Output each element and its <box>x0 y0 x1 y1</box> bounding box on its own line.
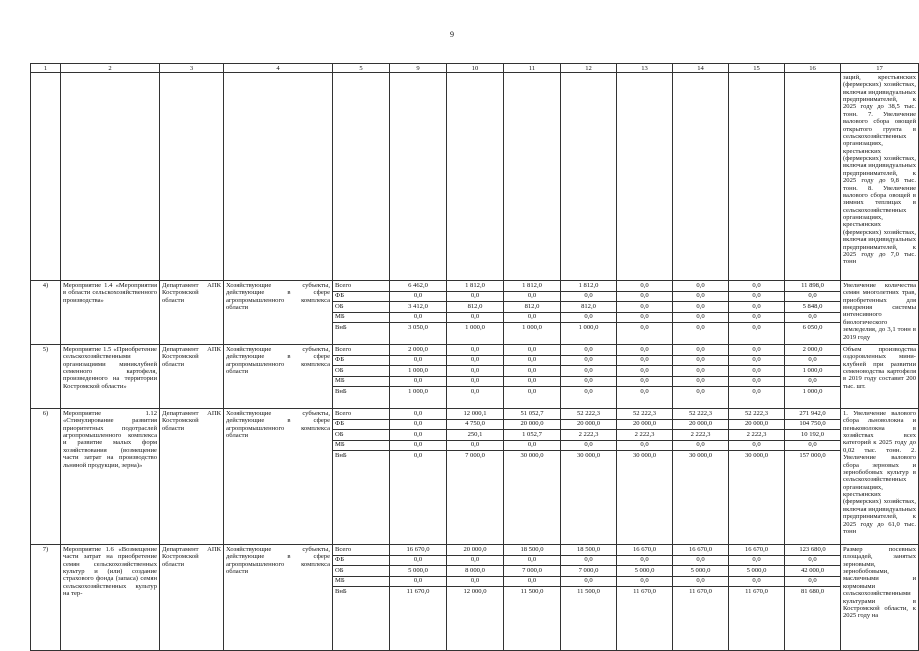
funding-value: 0,0 <box>617 291 673 302</box>
funding-source: Всего <box>333 409 390 420</box>
funding-source: ФБ <box>333 419 390 430</box>
funding-value: 0,0 <box>390 409 447 420</box>
funding-value: 0,0 <box>561 355 617 366</box>
funding-source: ФБ <box>333 291 390 302</box>
funding-value: 0,0 <box>729 302 785 313</box>
cont-cell-14 <box>673 73 729 281</box>
funding-value: 0,0 <box>785 555 841 566</box>
funding-value: 0,0 <box>561 291 617 302</box>
funding-value: 104 750,0 <box>785 419 841 430</box>
participants: Хозяйствующие субъекты, действующие в сфере агропромышленного комплекса области <box>224 345 333 409</box>
funding-value: 18 500,0 <box>561 545 617 556</box>
cont-cell-9 <box>390 73 447 281</box>
expected-result: Объем производства оздоровленных мини-клубней при развитии семеноводства картофеля в 2019 году составит 200 тыс. шт. <box>841 345 919 409</box>
measure-name: Мероприятие 1.5 «Приобретение сельскохозяйственными организациями миниклубней семенного картофеля, произведенного на территории Костромской области» <box>61 345 160 409</box>
funding-value: 0,0 <box>673 555 729 566</box>
responsible-executor: Департамент АПК Костромской области <box>160 409 224 545</box>
funding-value: 0,0 <box>561 555 617 566</box>
funding-value: 0,0 <box>617 302 673 313</box>
funding-value: 81 680,0 <box>785 587 841 651</box>
funding-value: 1 000,0 <box>447 323 504 345</box>
funding-value: 20 000,0 <box>447 545 504 556</box>
funding-value: 0,0 <box>504 387 561 409</box>
funding-value: 12 000,1 <box>447 409 504 420</box>
funding-value: 2 000,0 <box>785 345 841 356</box>
funding-value: 52 222,3 <box>673 409 729 420</box>
measure-number: 5) <box>31 345 61 409</box>
funding-value: 0,0 <box>504 355 561 366</box>
cont-cell-3 <box>160 73 224 281</box>
funding-value: 123 680,0 <box>785 545 841 556</box>
funding-source: ВнБ <box>333 323 390 345</box>
funding-value: 0,0 <box>617 312 673 323</box>
funding-value: 0,0 <box>447 366 504 377</box>
funding-value: 0,0 <box>673 281 729 292</box>
funding-value: 52 222,3 <box>617 409 673 420</box>
funding-value: 1 000,0 <box>785 366 841 377</box>
funding-value: 0,0 <box>561 376 617 387</box>
funding-value: 20 000,0 <box>729 419 785 430</box>
funding-value: 0,0 <box>447 291 504 302</box>
funding-value: 0,0 <box>617 555 673 566</box>
funding-value: 6 462,0 <box>390 281 447 292</box>
funding-value: 0,0 <box>673 323 729 345</box>
funding-source: Всего <box>333 345 390 356</box>
funding-value: 6 050,0 <box>785 323 841 345</box>
funding-value: 0,0 <box>390 576 447 587</box>
funding-value: 30 000,0 <box>561 451 617 545</box>
funding-value: 42 000,0 <box>785 566 841 577</box>
funding-source: ВнБ <box>333 451 390 545</box>
participants: Хозяйствующие субъекты, действующие в сфере агропромышленного комплекса области <box>224 281 333 345</box>
funding-source: ОБ <box>333 366 390 377</box>
table-body <box>31 64 919 651</box>
funding-value: 18 500,0 <box>504 545 561 556</box>
funding-value: 3 412,0 <box>390 302 447 313</box>
funding-value: 0,0 <box>729 576 785 587</box>
table-row <box>31 545 919 556</box>
funding-value: 0,0 <box>785 355 841 366</box>
expected-result: Увеличение количества семян многолетних трав, приобретенных для внедрения системы интенсивного биологического земледелия, до 3,1 тонн в 2019 году <box>841 281 919 345</box>
table-row <box>31 345 919 356</box>
header-cell: 5 <box>333 64 390 73</box>
funding-value: 11 500,0 <box>561 587 617 651</box>
funding-value: 0,0 <box>617 366 673 377</box>
cont-cell-5 <box>333 73 390 281</box>
header-cell: 2 <box>61 64 160 73</box>
funding-value: 0,0 <box>729 555 785 566</box>
funding-value: 16 670,0 <box>617 545 673 556</box>
header-cell: 4 <box>224 64 333 73</box>
measure-number: 6) <box>31 409 61 545</box>
funding-value: 0,0 <box>617 576 673 587</box>
funding-value: 5 000,0 <box>617 566 673 577</box>
funding-source: ВнБ <box>333 587 390 651</box>
program-table <box>30 63 919 651</box>
funding-source: ОБ <box>333 430 390 441</box>
funding-value: 0,0 <box>617 281 673 292</box>
cont-cell-2 <box>61 73 160 281</box>
funding-source: Всего <box>333 281 390 292</box>
cont-cell-4 <box>224 73 333 281</box>
funding-value: 11 670,0 <box>729 587 785 651</box>
continuation-row <box>31 73 919 281</box>
expected-result: Размер посевных площадей, занятых зерновыми, зернобобовыми, масличными и кормовыми сельскохозяйственными культурами в Костромской области, к 2025 году на <box>841 545 919 651</box>
funding-value: 271 942,0 <box>785 409 841 420</box>
funding-value: 1 052,7 <box>504 430 561 441</box>
funding-value: 0,0 <box>447 555 504 566</box>
funding-value: 0,0 <box>673 302 729 313</box>
funding-value: 51 052,7 <box>504 409 561 420</box>
continuation-result: заций, крестьянских (фермерских) хозяйствах, включая индивидуальных предпринимателей, к 2025 году до 38,5 тыс. тонн. 7. Увеличение валового сбора овощей открытого грунта в сельскохозяйственных организациях, крестьянских (фермерских) хозяйствах, включая индивидуальных предпринимателей, к 2025 году до 9,8 тыс. тонн. 8. Увеличение валового сбора овощей в зимних теплицах в сельскохозяйственных организациях, крестьянских (фермерских) хозяйствах, включая индивидуальных предпринимателей, к 2025 году до 7,0 тыс. тонн <box>841 73 919 281</box>
funding-value: 52 222,3 <box>561 409 617 420</box>
header-cell: 17 <box>841 64 919 73</box>
funding-value: 0,0 <box>390 312 447 323</box>
funding-value: 0,0 <box>447 312 504 323</box>
funding-value: 0,0 <box>561 387 617 409</box>
funding-value: 0,0 <box>504 555 561 566</box>
funding-value: 0,0 <box>390 291 447 302</box>
funding-value: 0,0 <box>447 387 504 409</box>
funding-value: 7 000,0 <box>447 451 504 545</box>
header-cell: 1 <box>31 64 61 73</box>
measure-name: Мероприятие 1.12 «Стимулирование развития приоритетных подотраслей агропромышленного комплекса и развитие малых форм хозяйствования (возмещение части затрат на производство льняной продукции, зерна)» <box>61 409 160 545</box>
funding-value: 0,0 <box>390 430 447 441</box>
funding-value: 0,0 <box>504 312 561 323</box>
header-cell: 11 <box>504 64 561 73</box>
funding-value: 20 000,0 <box>673 419 729 430</box>
responsible-executor: Департамент АПК Костромской области <box>160 545 224 651</box>
funding-value: 5 848,0 <box>785 302 841 313</box>
funding-value: 20 000,0 <box>561 419 617 430</box>
funding-value: 0,0 <box>390 376 447 387</box>
funding-value: 20 000,0 <box>504 419 561 430</box>
cont-cell-13 <box>617 73 673 281</box>
header-cell: 16 <box>785 64 841 73</box>
funding-value: 0,0 <box>673 291 729 302</box>
funding-value: 0,0 <box>390 451 447 545</box>
participants: Хозяйствующие субъекты, действующие в сфере агропромышленного комплекса области <box>224 545 333 651</box>
funding-value: 0,0 <box>390 555 447 566</box>
funding-value: 0,0 <box>785 576 841 587</box>
funding-value: 4 750,0 <box>447 419 504 430</box>
cont-cell-10 <box>447 73 504 281</box>
responsible-executor: Департамент АПК Костромской области <box>160 281 224 345</box>
funding-source: ФБ <box>333 355 390 366</box>
funding-value: 812,0 <box>504 302 561 313</box>
cont-cell-11 <box>504 73 561 281</box>
funding-source: МБ <box>333 312 390 323</box>
funding-value: 1 812,0 <box>504 281 561 292</box>
funding-value: 1 000,0 <box>785 387 841 409</box>
funding-value: 2 222,3 <box>561 430 617 441</box>
funding-source: ОБ <box>333 566 390 577</box>
funding-value: 0,0 <box>504 345 561 356</box>
funding-value: 0,0 <box>673 376 729 387</box>
cont-cell-12 <box>561 73 617 281</box>
funding-value: 0,0 <box>729 440 785 451</box>
header-cell: 13 <box>617 64 673 73</box>
funding-value: 30 000,0 <box>504 451 561 545</box>
funding-value: 0,0 <box>561 576 617 587</box>
funding-value: 5 000,0 <box>390 566 447 577</box>
funding-value: 12 000,0 <box>447 587 504 651</box>
funding-value: 0,0 <box>785 376 841 387</box>
funding-value: 0,0 <box>673 387 729 409</box>
funding-value: 8 000,0 <box>447 566 504 577</box>
funding-source: ОБ <box>333 302 390 313</box>
table-row <box>31 281 919 292</box>
funding-value: 2 000,0 <box>390 345 447 356</box>
funding-value: 0,0 <box>504 376 561 387</box>
cont-cell-15 <box>729 73 785 281</box>
funding-value: 20 000,0 <box>617 419 673 430</box>
funding-value: 7 000,0 <box>561 566 617 577</box>
funding-source: ВнБ <box>333 387 390 409</box>
funding-source: Всего <box>333 545 390 556</box>
funding-value: 10 192,0 <box>785 430 841 441</box>
funding-value: 0,0 <box>504 440 561 451</box>
funding-value: 0,0 <box>447 576 504 587</box>
participants: Хозяйствующие субъекты, действующие в сфере агропромышленного комплекса области <box>224 409 333 545</box>
cont-cell-1 <box>31 73 61 281</box>
funding-value: 0,0 <box>673 355 729 366</box>
table-row <box>31 409 919 420</box>
header-cell: 15 <box>729 64 785 73</box>
funding-value: 30 000,0 <box>673 451 729 545</box>
funding-source: ФБ <box>333 555 390 566</box>
funding-value: 1 000,0 <box>504 323 561 345</box>
funding-value: 0,0 <box>617 345 673 356</box>
funding-value: 812,0 <box>447 302 504 313</box>
funding-value: 0,0 <box>617 440 673 451</box>
funding-value: 0,0 <box>785 440 841 451</box>
funding-value: 0,0 <box>447 440 504 451</box>
cont-cell-16 <box>785 73 841 281</box>
funding-value: 30 000,0 <box>729 451 785 545</box>
funding-value: 0,0 <box>561 345 617 356</box>
funding-source: МБ <box>333 376 390 387</box>
funding-value: 0,0 <box>504 366 561 377</box>
funding-value: 5 000,0 <box>729 566 785 577</box>
funding-value: 0,0 <box>729 281 785 292</box>
measure-number: 4) <box>31 281 61 345</box>
funding-value: 2 222,3 <box>673 430 729 441</box>
funding-value: 0,0 <box>673 440 729 451</box>
funding-value: 0,0 <box>673 366 729 377</box>
funding-value: 0,0 <box>390 440 447 451</box>
funding-value: 0,0 <box>729 387 785 409</box>
measure-name: Мероприятие 1.6 «Возмещение части затрат на приобретение семян сельскохозяйственных культур и (или) создание страхового фонда (запаса) семян сельскохозяйственных культур на тер- <box>61 545 160 651</box>
funding-value: 1 000,0 <box>561 323 617 345</box>
header-row <box>31 64 919 73</box>
header-cell: 9 <box>390 64 447 73</box>
funding-value: 0,0 <box>729 345 785 356</box>
funding-source: МБ <box>333 440 390 451</box>
funding-value: 1 000,0 <box>390 387 447 409</box>
funding-value: 11 898,0 <box>785 281 841 292</box>
measure-number: 7) <box>31 545 61 651</box>
funding-value: 0,0 <box>561 312 617 323</box>
funding-value: 2 222,3 <box>617 430 673 441</box>
funding-value: 16 670,0 <box>673 545 729 556</box>
funding-value: 1 812,0 <box>561 281 617 292</box>
funding-value: 0,0 <box>617 355 673 366</box>
funding-value: 0,0 <box>447 355 504 366</box>
funding-value: 0,0 <box>504 291 561 302</box>
funding-value: 812,0 <box>561 302 617 313</box>
funding-value: 16 670,0 <box>390 545 447 556</box>
funding-value: 0,0 <box>390 419 447 430</box>
funding-value: 0,0 <box>785 291 841 302</box>
funding-value: 0,0 <box>561 440 617 451</box>
funding-value: 3 050,0 <box>390 323 447 345</box>
funding-value: 11 670,0 <box>390 587 447 651</box>
funding-value: 0,0 <box>729 291 785 302</box>
funding-value: 5 000,0 <box>673 566 729 577</box>
funding-value: 0,0 <box>729 355 785 366</box>
funding-value: 0,0 <box>729 376 785 387</box>
funding-value: 2 222,3 <box>729 430 785 441</box>
header-cell: 14 <box>673 64 729 73</box>
funding-value: 0,0 <box>561 366 617 377</box>
funding-value: 0,0 <box>673 345 729 356</box>
header-cell: 3 <box>160 64 224 73</box>
funding-value: 0,0 <box>673 576 729 587</box>
funding-value: 11 670,0 <box>673 587 729 651</box>
header-cell: 12 <box>561 64 617 73</box>
funding-value: 0,0 <box>447 345 504 356</box>
funding-value: 11 500,0 <box>504 587 561 651</box>
responsible-executor: Департамент АПК Костромской области <box>160 345 224 409</box>
measure-name: Мероприятие 1.4 «Мероприятия в области сельскохозяйственного производства» <box>61 281 160 345</box>
funding-value: 52 222,3 <box>729 409 785 420</box>
funding-value: 30 000,0 <box>617 451 673 545</box>
funding-value: 7 000,0 <box>504 566 561 577</box>
funding-value: 11 670,0 <box>617 587 673 651</box>
funding-value: 0,0 <box>729 312 785 323</box>
funding-value: 0,0 <box>617 387 673 409</box>
funding-value: 0,0 <box>390 355 447 366</box>
funding-value: 0,0 <box>673 312 729 323</box>
funding-source: МБ <box>333 576 390 587</box>
page-number: 9 <box>450 30 454 39</box>
funding-value: 0,0 <box>729 323 785 345</box>
funding-value: 0,0 <box>447 376 504 387</box>
funding-value: 0,0 <box>617 376 673 387</box>
funding-value: 0,0 <box>729 366 785 377</box>
funding-value: 157 000,0 <box>785 451 841 545</box>
funding-value: 0,0 <box>617 323 673 345</box>
funding-value: 0,0 <box>785 312 841 323</box>
expected-result: 1. Увеличение валового сбора льноволокна и пеньковолокна в хозяйствах всех категорий к 2025 году до 0,02 тыс. тонн. 2. Увеличение валового сбора зерновых и зернобобовых культур в сельскохозяйственных организациях, крестьянских (фермерских) хозяйствах, включая индивидуальных предпринимателей, к 2025 году до 61,0 тыс. тонн <box>841 409 919 545</box>
funding-value: 1 000,0 <box>390 366 447 377</box>
funding-value: 1 812,0 <box>447 281 504 292</box>
funding-value: 0,0 <box>504 576 561 587</box>
header-cell: 10 <box>447 64 504 73</box>
funding-value: 16 670,0 <box>729 545 785 556</box>
funding-value: 250,1 <box>447 430 504 441</box>
